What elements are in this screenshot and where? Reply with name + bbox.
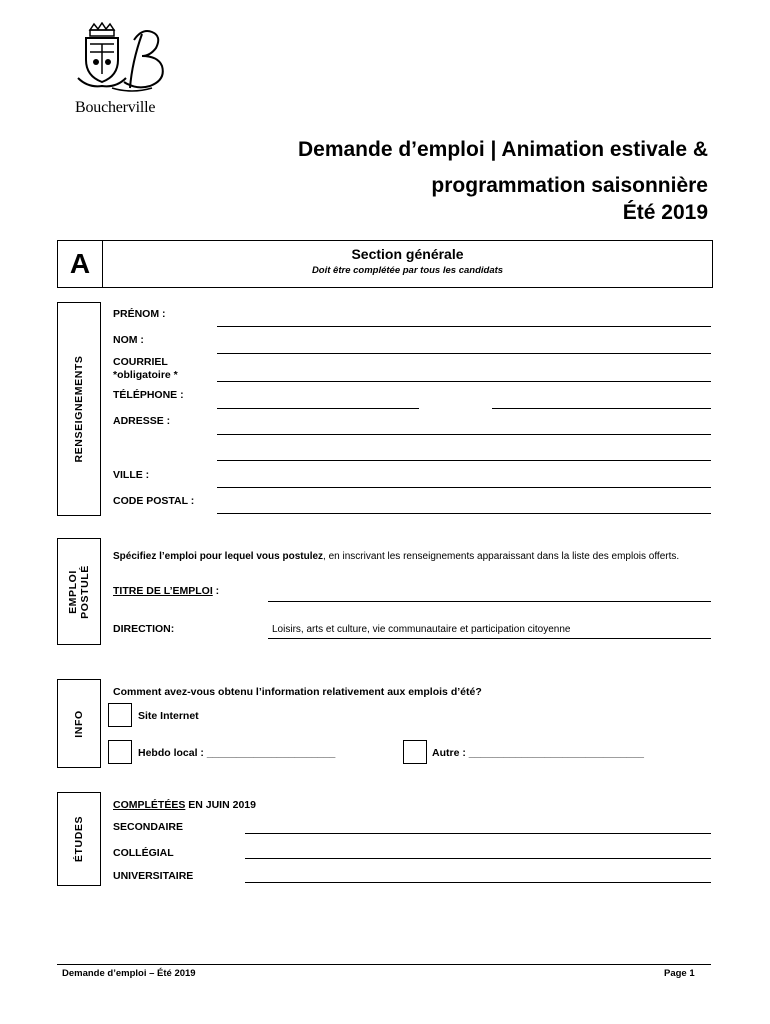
adresse-field-1[interactable] <box>217 434 711 435</box>
section-title: Section générale <box>351 246 464 262</box>
titre-emploi-label-text: TITRE DE L’EMPLOI <box>113 585 213 597</box>
site-internet-checkbox[interactable] <box>108 703 132 727</box>
nom-field[interactable] <box>217 353 711 354</box>
emploi-instruction-rest: , en inscrivant les renseignements apparaissant dans la liste des emplois offerts. <box>323 551 680 562</box>
courriel-field[interactable] <box>217 381 711 382</box>
hebdo-local-label: Hebdo local : ______________________ <box>138 747 336 759</box>
info-question: Comment avez-vous obtenu l’information relativement aux emplois d’été? <box>113 686 482 698</box>
emploi-instruction-bold: Spécifiez l’emploi pour lequel vous postulez <box>113 551 324 562</box>
page-title-line-3: Été 2019 <box>622 201 708 224</box>
secondaire-label: SECONDAIRE <box>113 821 184 833</box>
adresse-label: ADRESSE : <box>113 415 171 427</box>
ville-field[interactable] <box>217 487 711 488</box>
hebdo-local-checkbox[interactable] <box>108 740 132 764</box>
side-box-etudes <box>57 792 101 886</box>
page-title-line-2: programmation saisonnière <box>431 174 708 197</box>
side-box-info <box>57 679 101 768</box>
side-box-renseignements <box>57 302 101 516</box>
etudes-completees: COMPLÉTÉES <box>113 799 186 811</box>
universitaire-label: UNIVERSITAIRE <box>113 870 194 882</box>
logo-city-name: Boucherville <box>75 99 156 116</box>
section-subtitle: Doit être complétée par tous les candidats <box>311 265 504 276</box>
side-label-info: INFO <box>73 709 85 738</box>
prenom-field[interactable] <box>217 326 711 327</box>
page-title-line-1: Demande d’emploi | Animation estivale & <box>297 138 708 161</box>
side-label-emploi-line-2: POSTULÉ <box>79 564 91 619</box>
site-internet-label: Site Internet <box>138 710 199 722</box>
coat-of-arms-icon <box>72 22 176 102</box>
direction-field[interactable] <box>268 638 711 639</box>
telephone-label: TÉLÉPHONE : <box>113 389 184 401</box>
side-label-renseignements: RENSEIGNEMENTS <box>73 355 85 463</box>
nom-label: NOM : <box>113 334 144 346</box>
titre-emploi-field[interactable] <box>268 601 711 602</box>
courriel-required-note: *obligatoire * <box>113 369 178 381</box>
code-postal-field[interactable] <box>217 513 711 514</box>
side-label-emploi-line-1: EMPLOI <box>67 569 79 614</box>
emploi-instruction <box>113 550 711 563</box>
autre-checkbox[interactable] <box>403 740 427 764</box>
telephone-field-1[interactable] <box>217 408 419 409</box>
ville-label: VILLE : <box>113 469 150 481</box>
titre-emploi-label <box>113 585 219 598</box>
footer-document-title: Demande d’emploi – Été 2019 <box>62 968 196 979</box>
etudes-completees-rest: EN JUIN 2019 <box>185 799 256 811</box>
etudes-heading <box>113 799 256 812</box>
collegial-field[interactable] <box>245 858 711 859</box>
footer-divider <box>57 964 711 965</box>
prenom-label: PRÉNOM : <box>113 308 166 320</box>
code-postal-label: CODE POSTAL : <box>113 495 195 507</box>
universitaire-field[interactable] <box>245 882 711 883</box>
courriel-label: COURRIEL <box>113 356 168 368</box>
titre-emploi-colon: : <box>212 585 220 597</box>
adresse-field-2[interactable] <box>217 460 711 461</box>
side-box-emploi <box>57 538 101 645</box>
telephone-field-2[interactable] <box>492 408 711 409</box>
side-label-emploi <box>67 565 91 619</box>
secondaire-field[interactable] <box>245 833 711 834</box>
section-letter: A <box>58 241 103 287</box>
collegial-label: COLLÉGIAL <box>113 847 174 859</box>
footer-page-number: Page 1 <box>664 968 695 979</box>
side-label-etudes: ÉTUDES <box>73 815 85 863</box>
section-header <box>57 240 713 288</box>
direction-label: DIRECTION: <box>113 623 175 635</box>
autre-label: Autre : ______________________________ <box>432 747 644 759</box>
direction-value: Loisirs, arts et culture, vie communautaire et participation citoyenne <box>272 624 571 635</box>
